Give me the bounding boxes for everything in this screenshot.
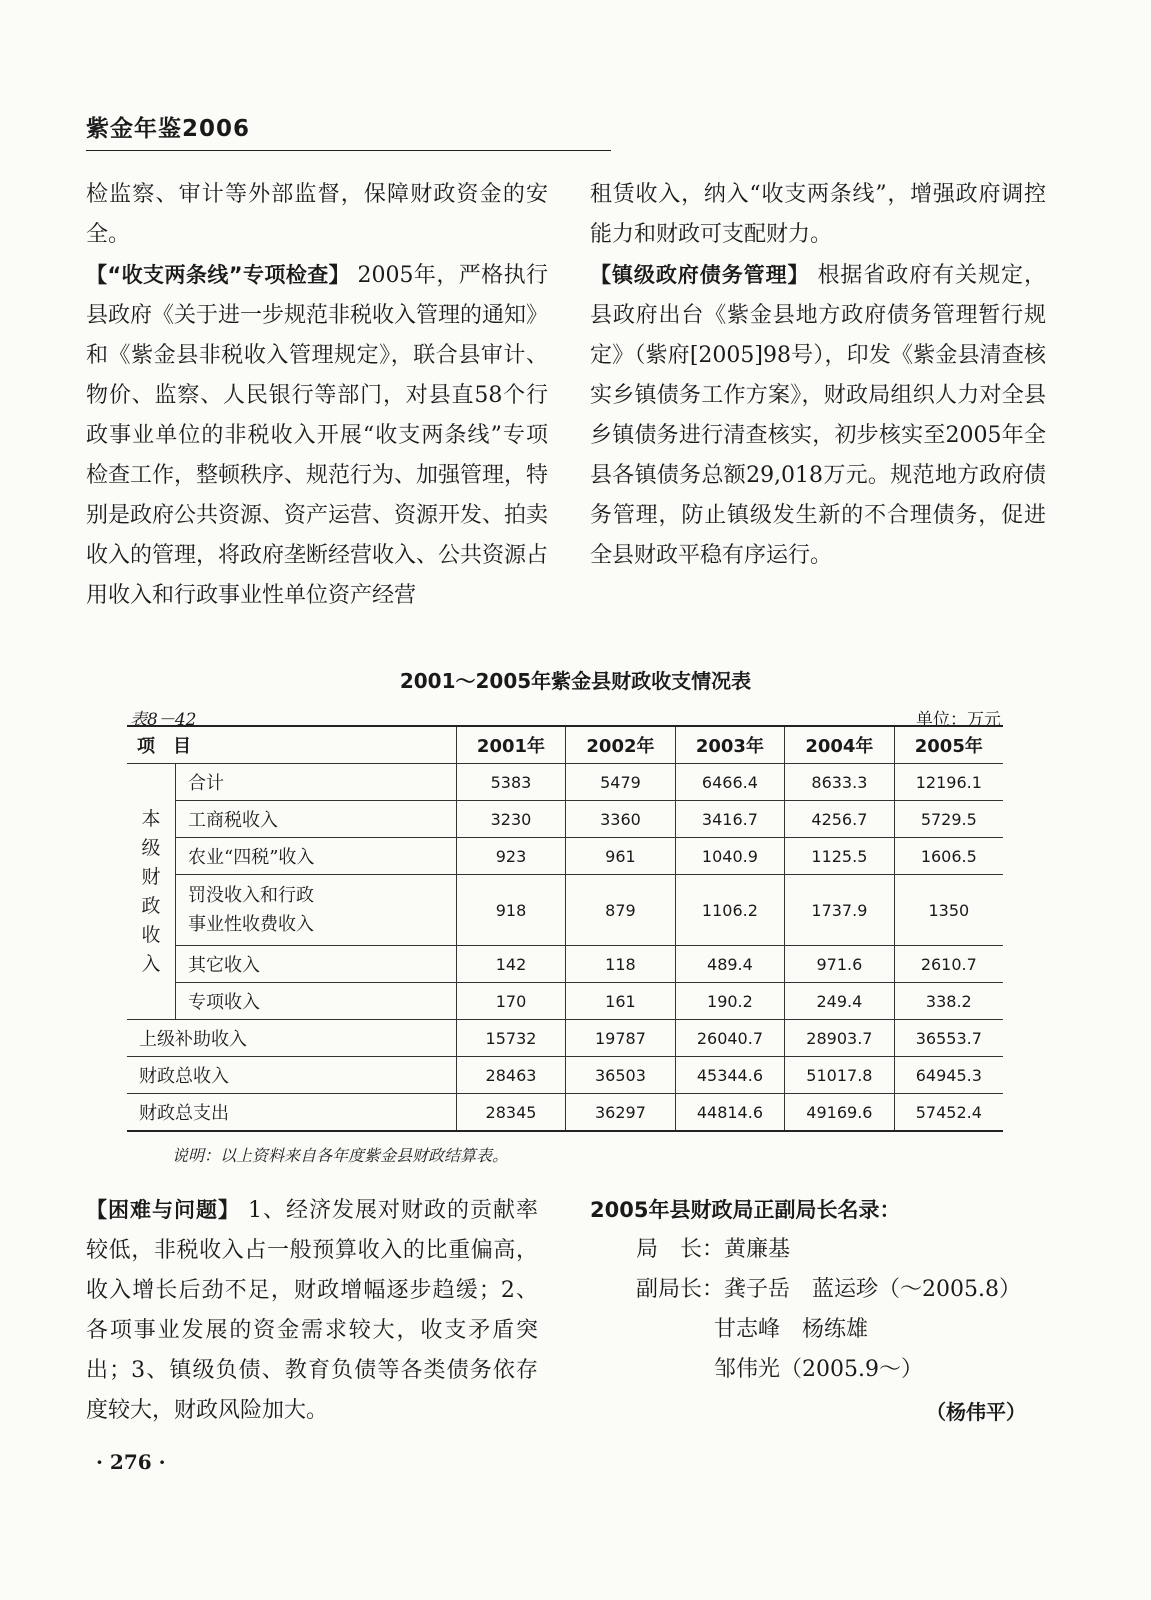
cell-value: 36297 — [566, 1094, 675, 1132]
page-number: · 276 · — [96, 1450, 166, 1474]
row-label: 农业“四税”收入 — [176, 838, 457, 875]
table-header-row — [127, 726, 1003, 764]
cell-value: 44814.6 — [675, 1094, 784, 1132]
cell-value: 1350 — [894, 875, 1003, 946]
cell-value: 118 — [566, 946, 675, 983]
table-title: 2001～2005年紫金县财政收支情况表 — [399, 669, 752, 693]
cell-value: 51017.8 — [785, 1057, 894, 1094]
cell-value: 28903.7 — [785, 1020, 894, 1057]
row-label: 上级补助收入 — [127, 1020, 456, 1057]
roster-line: 甘志峰 杨练雄 — [714, 1317, 869, 1342]
section-problems — [86, 1190, 538, 1431]
section-check — [86, 255, 548, 616]
table-row — [127, 1057, 1003, 1094]
table-row — [127, 875, 1003, 946]
cell-value: 2610.7 — [894, 946, 1003, 983]
cell-value: 879 — [566, 875, 675, 946]
section-body: 1、经济发展对财政的贡献率较低，非税收入占一般预算收入的比重偏高，收入增长后劲不足，财政增幅逐步趋缓；2、各项事业发展的资金需求较大，收支矛盾突出；3、镇级负债、教育负债等各类债务依存度较大，财政风险加大。 — [86, 1198, 538, 1423]
cell-value: 249.4 — [785, 983, 894, 1020]
roster-title: 2005年县财政局正副局长名录： — [590, 1198, 901, 1222]
row-label-line: 事业性收费收入 — [188, 914, 314, 935]
group-char: 本 — [141, 807, 161, 830]
table-row — [127, 1094, 1003, 1132]
cell-value: 45344.6 — [675, 1057, 784, 1094]
cell-value: 36553.7 — [894, 1020, 1003, 1057]
group-char: 政 — [141, 894, 161, 917]
section-heading: 【困难与问题】 — [86, 1198, 240, 1222]
column-header-item: 项 目 — [127, 726, 456, 764]
cell-value: 338.2 — [894, 983, 1003, 1020]
left-column — [86, 175, 548, 616]
table-unit: 单位：万元 — [916, 710, 1001, 730]
paragraph: 检监察、审计等外部监督，保障财政资金的安全。 — [86, 182, 548, 247]
row-label: 财政总收入 — [127, 1057, 456, 1094]
roster-line: 局 长：黄廉基 — [636, 1237, 791, 1262]
row-label: 专项收入 — [176, 983, 457, 1020]
table-number: 表8－42 — [130, 710, 197, 730]
cell-value: 1106.2 — [675, 875, 784, 946]
group-char: 入 — [141, 952, 161, 975]
cell-value: 49169.6 — [785, 1094, 894, 1132]
group-char: 级 — [141, 836, 161, 859]
cell-value: 5479 — [566, 764, 675, 801]
cell-value: 3230 — [456, 801, 565, 838]
cell-value: 5383 — [456, 764, 565, 801]
cell-value: 4256.7 — [785, 801, 894, 838]
cell-value: 1606.5 — [894, 838, 1003, 875]
section-heading: 【“收支两条线”专项检查】 — [86, 263, 351, 287]
cell-value: 3360 — [566, 801, 675, 838]
row-label: 工商税收入 — [176, 801, 457, 838]
row-label-line: 罚没收入和行政 — [188, 885, 314, 906]
paragraph: 租赁收入，纳入“收支两条线”，增强政府调控能力和财政可支配财力。 — [590, 182, 1046, 247]
column-header-year: 2004年 — [785, 726, 894, 764]
cell-value: 1125.5 — [785, 838, 894, 875]
column-header-year: 2001年 — [456, 726, 565, 764]
roster-line: 邹伟光（2005.9～） — [714, 1357, 923, 1382]
section-heading: 【镇级政府债务管理】 — [590, 263, 810, 287]
section-body: 2005年，严格执行县政府《关于进一步规范非税收入管理的通知》和《紫金县非税收入管理规定》，联合县审计、物价、监察、人民银行等部门，对县直58个行政事业单位的非税收入开展“收支两条线”专项检查工作，整顿秩序、规范行为、加强管理，特别是政府公共资源、资产运营、资源开发、拍卖收入的管理，将政府垄断经营收入、公共资源占用收入和行政事业性单位资产经营 — [86, 263, 549, 608]
row-label: 财政总支出 — [127, 1094, 456, 1132]
author-credit: （杨伟平） — [926, 1400, 1026, 1424]
row-label: 其它收入 — [176, 946, 457, 983]
cell-value: 12196.1 — [894, 764, 1003, 801]
finance-table — [127, 725, 1003, 1132]
section-debt — [590, 255, 1046, 576]
cell-value: 142 — [456, 946, 565, 983]
roster-column — [590, 1190, 1046, 1432]
bottom-left-column — [86, 1190, 538, 1431]
group-char: 收 — [141, 923, 161, 946]
cell-value: 489.4 — [675, 946, 784, 983]
cell-value: 64945.3 — [894, 1057, 1003, 1094]
column-header-year: 2003年 — [675, 726, 784, 764]
cell-value: 961 — [566, 838, 675, 875]
table-row — [127, 1020, 1003, 1057]
column-header-year: 2005年 — [894, 726, 1003, 764]
table-row — [127, 838, 1003, 875]
cell-value: 28345 — [456, 1094, 565, 1132]
cell-value: 971.6 — [785, 946, 894, 983]
table-note: 说明：以上资料来自各年度紫金县财政结算表。 — [172, 1146, 509, 1165]
cell-value: 918 — [456, 875, 565, 946]
table-row — [127, 764, 1003, 801]
cell-value: 3416.7 — [675, 801, 784, 838]
row-label: 合计 — [176, 764, 457, 801]
row-label — [176, 875, 457, 946]
cell-value: 190.2 — [675, 983, 784, 1020]
cell-value: 923 — [456, 838, 565, 875]
table-row — [127, 983, 1003, 1020]
cell-value: 5729.5 — [894, 801, 1003, 838]
cell-value: 28463 — [456, 1057, 565, 1094]
cell-value: 1737.9 — [785, 875, 894, 946]
header-rule — [86, 150, 611, 151]
cell-value: 57452.4 — [894, 1094, 1003, 1132]
section-body: 根据省政府有关规定，县政府出台《紫金县地方政府债务管理暂行规定》（紫府[2005]98号），印发《紫金县清查核实乡镇债务工作方案》，财政局组织人力对全县乡镇债务进行清查核实，初步核实至2005年全县各镇债务总额29,018万元。规范地方政府债务管理，防止镇级发生新的不合理债务，促进全县财政平稳有序运行。 — [590, 263, 1046, 568]
running-header: 紫金年鉴2006 — [86, 116, 251, 142]
group-char: 财 — [141, 865, 161, 888]
right-column — [590, 175, 1046, 576]
cell-value: 36503 — [566, 1057, 675, 1094]
cell-value: 170 — [456, 983, 565, 1020]
cell-value: 1040.9 — [675, 838, 784, 875]
cell-value: 8633.3 — [785, 764, 894, 801]
roster-line: 副局长：龚子岳 蓝运珍（～2005.8） — [636, 1277, 1021, 1302]
group-label — [127, 764, 176, 1020]
cell-value: 161 — [566, 983, 675, 1020]
cell-value: 19787 — [566, 1020, 675, 1057]
cell-value: 26040.7 — [675, 1020, 784, 1057]
cell-value: 6466.4 — [675, 764, 784, 801]
table-row — [127, 946, 1003, 983]
cell-value: 15732 — [456, 1020, 565, 1057]
table-row — [127, 801, 1003, 838]
column-header-year: 2002年 — [566, 726, 675, 764]
